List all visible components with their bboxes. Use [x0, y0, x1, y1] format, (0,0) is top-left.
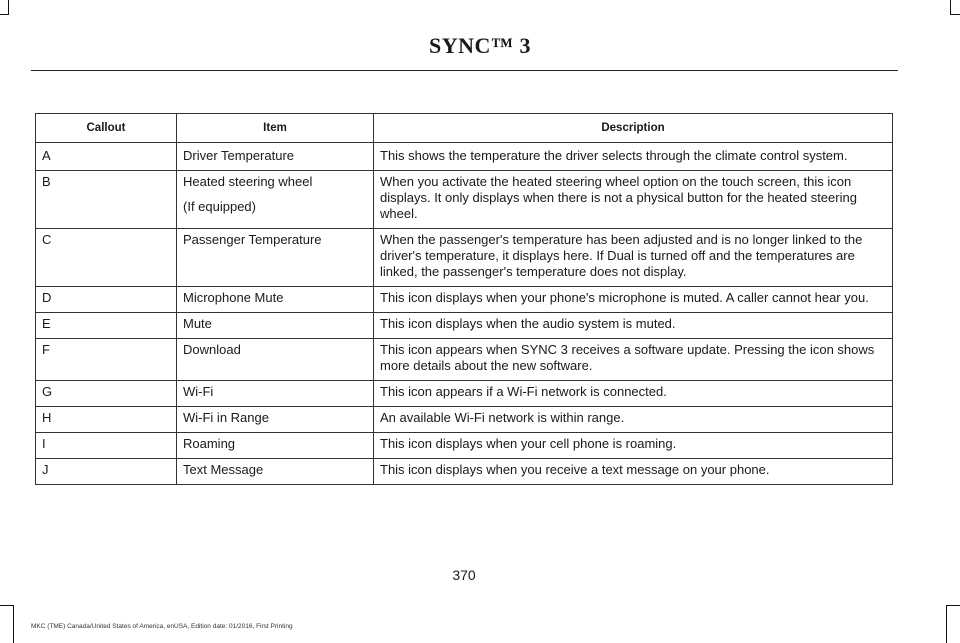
- description-cell: When you activate the heated steering wheel option on the touch screen, this icon displays. It only displays when there is not a physical button for the heated steering wheel.: [374, 171, 893, 229]
- callout-cell: E: [36, 313, 177, 339]
- description-cell: This icon displays when you receive a text message on your phone.: [374, 459, 893, 485]
- table-row: [36, 407, 893, 433]
- crop-mark-top-right-v: [950, 0, 951, 14]
- description-cell: This icon displays when your phone's microphone is muted. A caller cannot hear you.: [374, 287, 893, 313]
- table-row: [36, 459, 893, 485]
- callout-cell: J: [36, 459, 177, 485]
- description-cell: This icon appears when SYNC 3 receives a software update. Pressing the icon shows more details about the new software.: [374, 339, 893, 381]
- description-cell: An available Wi-Fi network is within range.: [374, 407, 893, 433]
- callout-cell: I: [36, 433, 177, 459]
- table-row: [36, 171, 893, 229]
- crop-mark-bottom-left-v: [13, 605, 14, 643]
- table-row: [36, 433, 893, 459]
- item-cell: [177, 171, 374, 229]
- item-cell: Mute: [177, 313, 374, 339]
- crop-mark-bottom-left-h: [0, 605, 14, 606]
- description-cell: This icon appears if a Wi-Fi network is connected.: [374, 381, 893, 407]
- page-title: SYNC™ 3: [429, 33, 531, 58]
- callout-cell: G: [36, 381, 177, 407]
- crop-mark-top-right-h: [950, 14, 960, 15]
- column-header-description: Description: [374, 114, 893, 143]
- item-cell: Roaming: [177, 433, 374, 459]
- callout-cell: C: [36, 229, 177, 287]
- edition-footer: MKC (TME) Canada/United States of America, enUSA, Edition date: 01/2016, First Printing: [31, 623, 293, 630]
- description-cell: This shows the temperature the driver selects through the climate control system.: [374, 143, 893, 171]
- title-divider: [31, 70, 898, 71]
- table-row: [36, 229, 893, 287]
- column-header-callout: Callout: [36, 114, 177, 143]
- crop-mark-bottom-right-v: [946, 605, 947, 643]
- description-cell: When the passenger's temperature has been adjusted and is no longer linked to the driver's temperature, it displays here. If Dual is turned off and the temperatures are linked, the passenger's temperature does not display.: [374, 229, 893, 287]
- column-header-item: Item: [177, 114, 374, 143]
- item-note: (If equipped): [183, 199, 256, 214]
- table-row: [36, 143, 893, 171]
- callout-cell: D: [36, 287, 177, 313]
- item-cell: Wi-Fi in Range: [177, 407, 374, 433]
- crop-mark-top-left-v: [8, 0, 9, 14]
- item-cell: Passenger Temperature: [177, 229, 374, 287]
- item-cell: Wi-Fi: [177, 381, 374, 407]
- item-cell: Driver Temperature: [177, 143, 374, 171]
- crop-mark-bottom-right-h: [946, 605, 960, 606]
- table-row: [36, 339, 893, 381]
- table-row: [36, 313, 893, 339]
- crop-mark-top-left-h: [0, 14, 9, 15]
- table-row: [36, 287, 893, 313]
- callout-cell: F: [36, 339, 177, 381]
- table-row: [36, 381, 893, 407]
- item-cell: Text Message: [177, 459, 374, 485]
- callout-cell: B: [36, 171, 177, 229]
- item-cell: Download: [177, 339, 374, 381]
- table-header-row: [36, 114, 893, 143]
- item-label: Heated steering wheel: [183, 174, 313, 189]
- description-cell: This icon displays when your cell phone is roaming.: [374, 433, 893, 459]
- description-cell: This icon displays when the audio system is muted.: [374, 313, 893, 339]
- item-cell: Microphone Mute: [177, 287, 374, 313]
- callout-cell: A: [36, 143, 177, 171]
- callout-table: [35, 113, 893, 485]
- page-number: 370: [452, 567, 476, 583]
- callout-cell: H: [36, 407, 177, 433]
